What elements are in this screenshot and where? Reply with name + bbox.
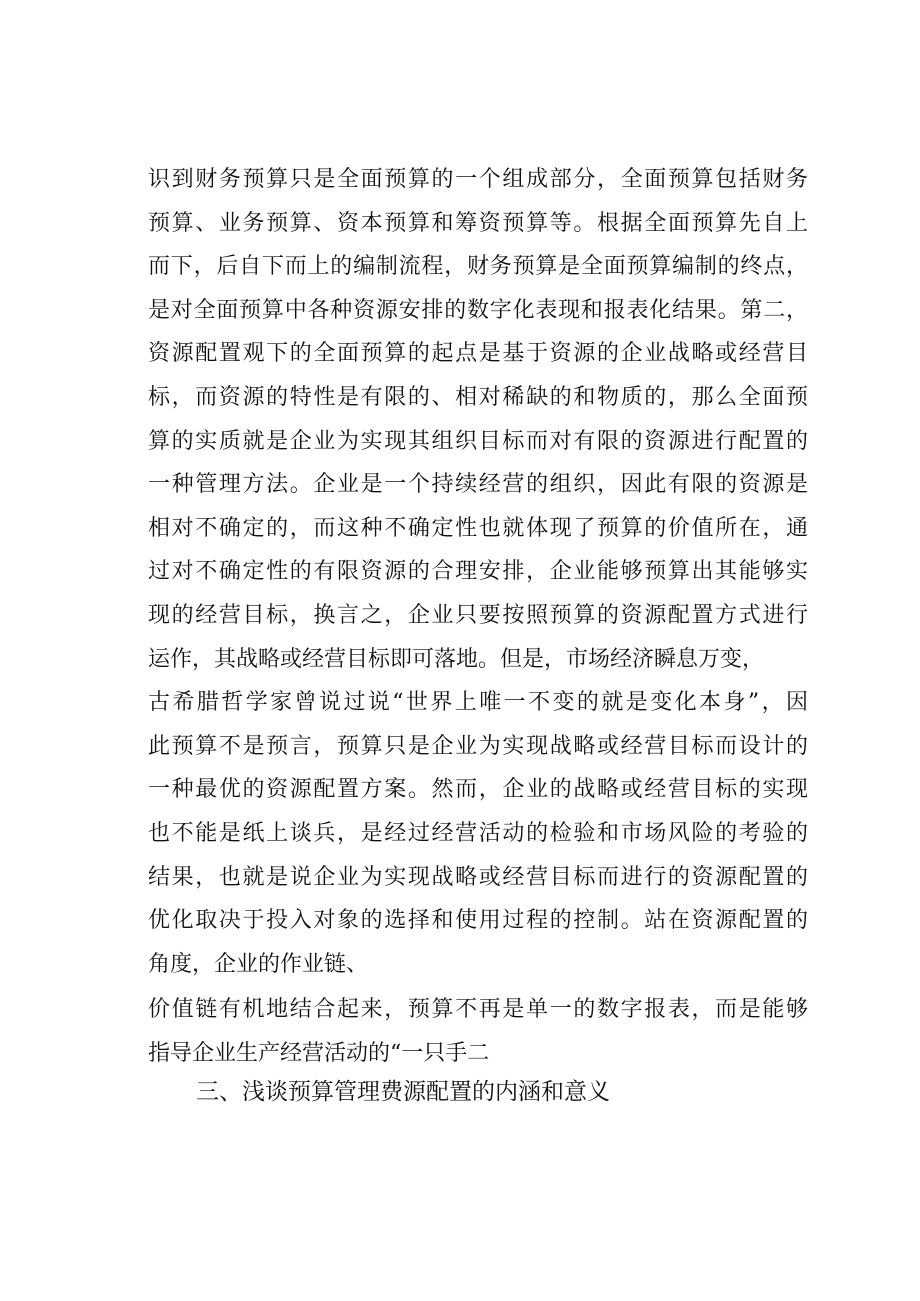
body-text xyxy=(148,158,808,1075)
text-line: 预算、业务预算、资本预算和筹资预算等。根据全面预算先自上 xyxy=(148,210,808,236)
text-line: 结果，也就是说企业为实现战略或经营目标而进行的资源配置的 xyxy=(148,864,808,890)
text-line: 相对不确定的，而这种不确定性也就体现了预算的价值所在，通 xyxy=(148,515,808,541)
text-line: 过对不确定性的有限资源的合理安排，企业能够预算出其能够实 xyxy=(148,559,808,585)
section-heading: 三、浅谈预算管理费源配置的内涵和意义 xyxy=(196,1079,610,1105)
text-line: 现的经营目标，换言之，企业只要按照预算的资源配置方式进行 xyxy=(148,602,808,628)
text-line: 古希腊哲学家曾说过说“世界上唯一不变的就是变化本身”，因 xyxy=(148,690,808,716)
text-line: 而下，后自下而上的编制流程，财务预算是全面预算编制的终点， xyxy=(148,254,808,280)
text-line: 资源配置观下的全面预算的起点是基于资源的企业战略或经营目 xyxy=(148,341,808,367)
text-line: 是对全面预算中各种资源安排的数字化表现和报表化结果。第二， xyxy=(148,297,808,323)
text-line: 此预算不是预言，预算只是企业为实现战略或经营目标而设计的 xyxy=(148,733,808,759)
text-line: 一种管理方法。企业是一个持续经营的组织，因此有限的资源是 xyxy=(148,472,808,498)
text-line: 运作，其战略或经营目标即可落地。但是，市场经济瞬息万变， xyxy=(148,646,765,672)
text-line: 标，而资源的特性是有限的、相对稀缺的和物质的，那么全面预 xyxy=(148,384,808,410)
text-line: 指导企业生产经营活动的“一只手二 xyxy=(148,1040,490,1066)
text-line: 一种最优的资源配置方案。然而，企业的战略或经营目标的实现 xyxy=(148,777,808,803)
text-line: 识到财务预算只是全面预算的一个组成部分，全面预算包括财务 xyxy=(148,167,808,192)
text-line: 算的实质就是企业为实现其组织目标而对有限的资源进行配置的 xyxy=(148,428,808,454)
text-line: 优化取决于投入对象的选择和使用过程的控制。站在资源配置的 xyxy=(148,908,808,934)
text-line: 价值链有机地结合起来，预算不再是单一的数字报表，而是能够 xyxy=(148,997,808,1023)
text-line: 角度，企业的作业链、 xyxy=(148,951,369,977)
text-line: 也不能是纸上谈兵，是经过经营活动的检验和市场风险的考验的 xyxy=(148,820,808,846)
